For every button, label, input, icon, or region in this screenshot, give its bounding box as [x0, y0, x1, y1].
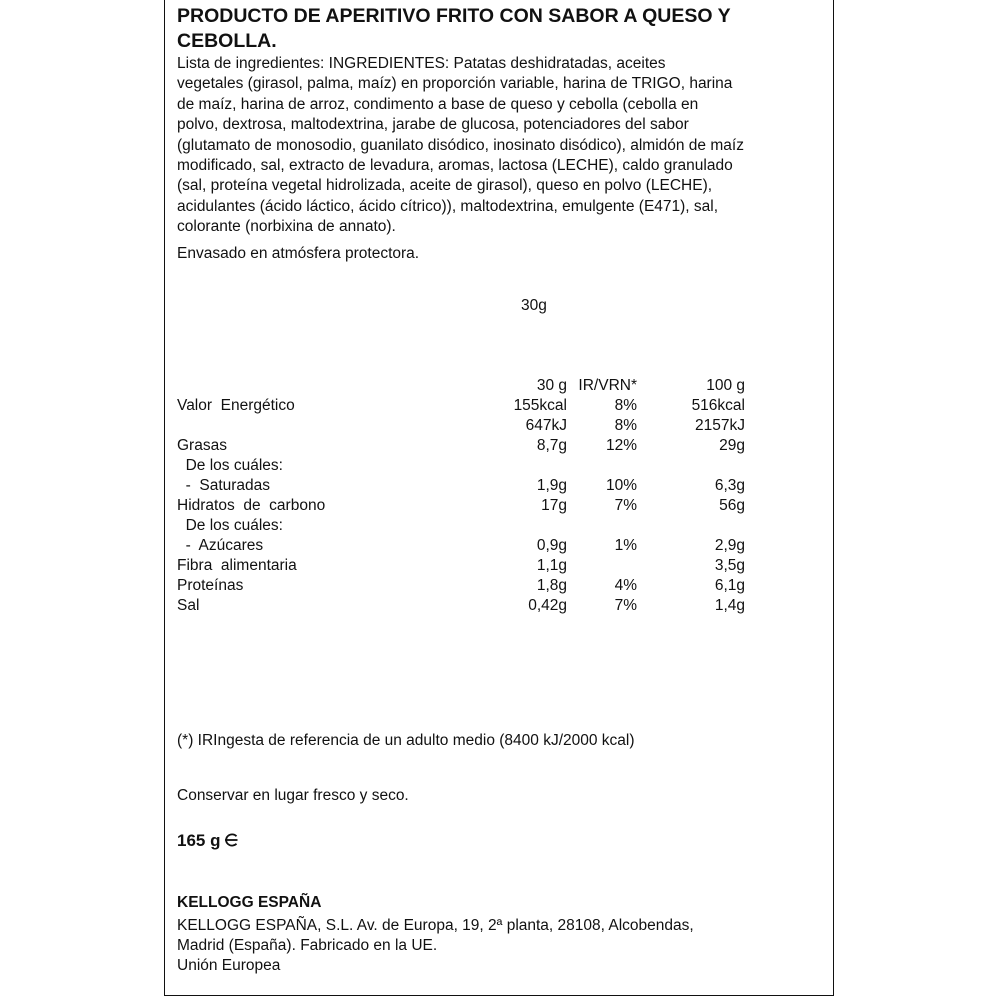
- nutrition-row: [177, 556, 817, 576]
- value-ir: 7%: [614, 597, 637, 614]
- portion-size: 30g: [521, 297, 547, 314]
- company-address-line: KELLOGG ESPAÑA, S.L. Av. de Europa, 19, 2ª planta, 28108, Alcobendas,: [177, 917, 694, 934]
- value-ir: 1%: [614, 537, 637, 554]
- ingredients-line: acidulantes (ácido láctico, ácido cítrico)), maltodextrina, emulgente (E471), sal,: [177, 197, 719, 215]
- header-ir: IR/VRN*: [578, 377, 637, 394]
- value-per-100: 29g: [719, 437, 745, 454]
- nutrient-label: Sal: [177, 597, 200, 614]
- header-per-portion: 30 g: [536, 377, 567, 394]
- estimated-sign-icon: [222, 833, 240, 847]
- nutrition-header-row: [177, 376, 817, 396]
- nutrition-row: [177, 496, 817, 516]
- value-per-100: 2157kJ: [695, 417, 745, 434]
- nutrition-row: [177, 536, 817, 556]
- nutrient-label: De los cuáles:: [177, 517, 283, 534]
- value-per-portion: 0,9g: [536, 537, 567, 554]
- ingredients-line: de maíz, harina de arroz, condimento a base de queso y cebolla (cebolla en: [177, 95, 699, 113]
- header-per-100: 100 g: [706, 377, 745, 394]
- nutrient-label: Fibra alimentaria: [177, 557, 297, 574]
- nutrient-label: Proteínas: [177, 577, 244, 594]
- company-name: KELLOGG ESPAÑA: [177, 894, 322, 911]
- product-title-line: CEBOLLA.: [177, 30, 277, 52]
- value-ir: 8%: [614, 417, 637, 434]
- nutrition-row: [177, 416, 817, 436]
- label-panel: [164, 0, 834, 996]
- ingredients-line: modificado, sal, extracto de levadura, aromas, lactosa (LECHE), caldo granulado: [177, 157, 733, 175]
- value-per-portion: 0,42g: [528, 597, 567, 614]
- value-per-100: 2,9g: [714, 537, 745, 554]
- value-per-portion: 155kcal: [513, 397, 567, 414]
- ingredients-list: [177, 54, 744, 238]
- value-per-100: 516kcal: [691, 397, 745, 414]
- origin-label: Unión Europea: [177, 957, 281, 974]
- ingredients-line: Lista de ingredientes: INGREDIENTES: Patatas deshidratadas, aceites: [177, 55, 666, 72]
- net-weight: [177, 831, 240, 851]
- nutrient-label: - Azúcares: [177, 537, 264, 554]
- nutrition-row: [177, 396, 817, 416]
- net-weight-value: 165 g: [177, 831, 221, 850]
- ingredients-line: vegetales (girasol, palma, maíz) en proporción variable, harina de TRIGO, harina: [177, 75, 733, 93]
- value-ir: 7%: [614, 497, 637, 514]
- company-address: [177, 916, 694, 976]
- nutrition-row: [177, 576, 817, 596]
- ingredients-line: (glutamato de monosodio, guanilato disódico, inosinato disódico), almidón de maíz: [177, 136, 744, 154]
- value-ir: 12%: [605, 437, 637, 454]
- value-per-portion: 17g: [541, 497, 567, 514]
- nutrient-label: - Saturadas: [177, 477, 271, 494]
- nutrient-label: Valor Energético: [177, 397, 295, 414]
- nutrition-row: [177, 596, 817, 616]
- value-per-portion: 1,1g: [536, 557, 567, 574]
- nutrition-row: [177, 436, 817, 456]
- reference-intake-footnote: (*) IRIngesta de referencia de un adulto medio (8400 kJ/2000 kcal): [177, 732, 635, 749]
- product-title: [177, 4, 731, 54]
- value-per-portion: 1,8g: [536, 577, 567, 594]
- ingredients-line: polvo, dextrosa, maltodextrina, jarabe de glucosa, potenciadores del sabor: [177, 116, 689, 134]
- value-per-100: 3,5g: [714, 557, 745, 574]
- nutrient-label: Grasas: [177, 437, 227, 454]
- ingredients-line: colorante (norbixina de annato).: [177, 218, 396, 236]
- nutrient-label: Hidratos de carbono: [177, 497, 326, 514]
- packaging-note: Envasado en atmósfera protectora.: [177, 245, 420, 262]
- company-address-line: Madrid (España). Fabricado en la UE.: [177, 937, 438, 954]
- value-per-100: 1,4g: [714, 597, 745, 614]
- storage-instructions: Conservar en lugar fresco y seco.: [177, 787, 409, 804]
- value-per-portion: 647kJ: [525, 417, 567, 434]
- value-ir: 8%: [614, 397, 637, 414]
- nutrition-row: [177, 476, 817, 496]
- value-per-100: 56g: [719, 497, 745, 514]
- value-per-portion: 1,9g: [536, 477, 567, 494]
- nutrient-label: De los cuáles:: [177, 457, 283, 474]
- value-per-100: 6,3g: [714, 477, 745, 494]
- value-ir: 4%: [614, 577, 637, 594]
- value-per-portion: 8,7g: [536, 437, 567, 454]
- nutrition-row: [177, 516, 817, 536]
- product-title-line: PRODUCTO DE APERITIVO FRITO CON SABOR A QUESO Y: [177, 5, 731, 27]
- value-ir: 10%: [605, 477, 637, 494]
- ingredients-line: (sal, proteína vegetal hidrolizada, aceite de girasol), queso en polvo (LECHE),: [177, 177, 713, 195]
- value-per-100: 6,1g: [714, 577, 745, 594]
- nutrition-row: [177, 456, 817, 476]
